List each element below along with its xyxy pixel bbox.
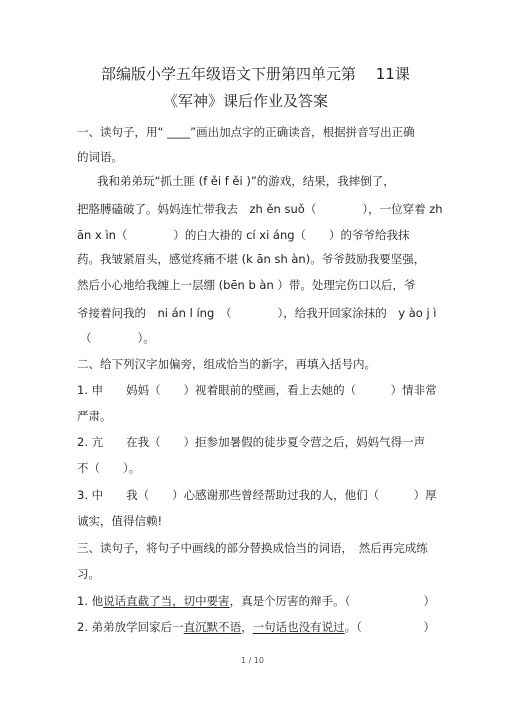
passage-line-2: 把胳膊磕破了。妈妈连忙带我去 zh ěn suǒ（ ），一位穿着 zh	[77, 202, 443, 216]
q3-2-close: ）	[423, 620, 435, 634]
passage-line-6: 爷接着问我的 ni án l íng （ ），给我开回家涂抹的 y ào j ì	[77, 306, 437, 320]
page-number: 1 / 10	[240, 656, 265, 665]
section-1-heading-cont: 的词语。	[77, 150, 123, 164]
section-2-item-3: 3. 中 我（ ）心感谢那些曾经帮助过我的人，他们（ ）厚	[77, 488, 437, 502]
q3-1-suffix: ，真是个厉害的辩手。（	[229, 594, 351, 608]
q3-2-underlined-2: 一句话也没有说过	[252, 620, 345, 634]
passage-line-5: 然后小心地给我缠上一层绷 (bēn b àn ）带。处理完伤口以后，爷	[77, 278, 416, 292]
section-2-item-3-cont: 诚实，值得信赖!	[77, 514, 163, 528]
section-2-item-2-cont: 不（ ）。	[77, 461, 141, 475]
section-3-item-1	[77, 594, 435, 608]
passage-line-3: ān x ìn（ ）的白大褂的 cí xi áng（ ）的爷爷给我抹	[77, 228, 410, 242]
q3-1-underlined: 说话直截了当，切中要害	[103, 594, 230, 608]
section-1-heading: 一、读句子，用“ ____”画出加点字的正确读音，根据拼音写出正确	[77, 125, 415, 139]
section-2-item-2: 2. 亢 在我（ ）拒参加暑假的徒步夏令营之后，妈妈气得一声	[77, 435, 426, 449]
section-3-heading-cont: 习。	[77, 567, 100, 581]
passage-line-4: 药。我皱紧眉头，感觉疼痛不堪 (k ān sh àn)。爷爷鼓励我要坚强，	[77, 252, 426, 266]
q3-2-suffix: 。（	[344, 620, 362, 634]
section-3-item-2	[77, 620, 435, 634]
q3-2-mid: ，	[241, 620, 253, 634]
title-line-1: 部编版小学五年级语文下册第四单元第 11课	[101, 65, 410, 83]
section-2-item-1: 1. 申 妈妈（ ）视着眼前的壁画，看上去她的（ ）情非常	[77, 383, 437, 397]
q3-1-close: ）	[423, 594, 435, 608]
passage-line-1: 我和弟弟玩“抓土匪 (f ěi f ěi )”的游戏，结果，我摔倒了，	[97, 174, 395, 188]
q3-1-prefix: 1. 他	[77, 594, 104, 608]
passage-line-7: （ ）。	[80, 331, 155, 345]
q3-2-prefix: 2. 弟弟放学回家后一	[77, 620, 184, 634]
section-3-heading: 三、读句子，将句子中画线的部分替换成恰当的词语， 然后再完成练	[77, 541, 428, 555]
section-2-item-1-cont: 严肃。	[77, 409, 112, 423]
title-line-2: 《军神》课后作业及答案	[163, 92, 329, 110]
section-2-heading: 二、给下列汉字加偏旁，组成恰当的新字，再填入括号内。	[77, 357, 376, 371]
q3-2-underlined-1: 直沉默不语	[183, 620, 242, 634]
